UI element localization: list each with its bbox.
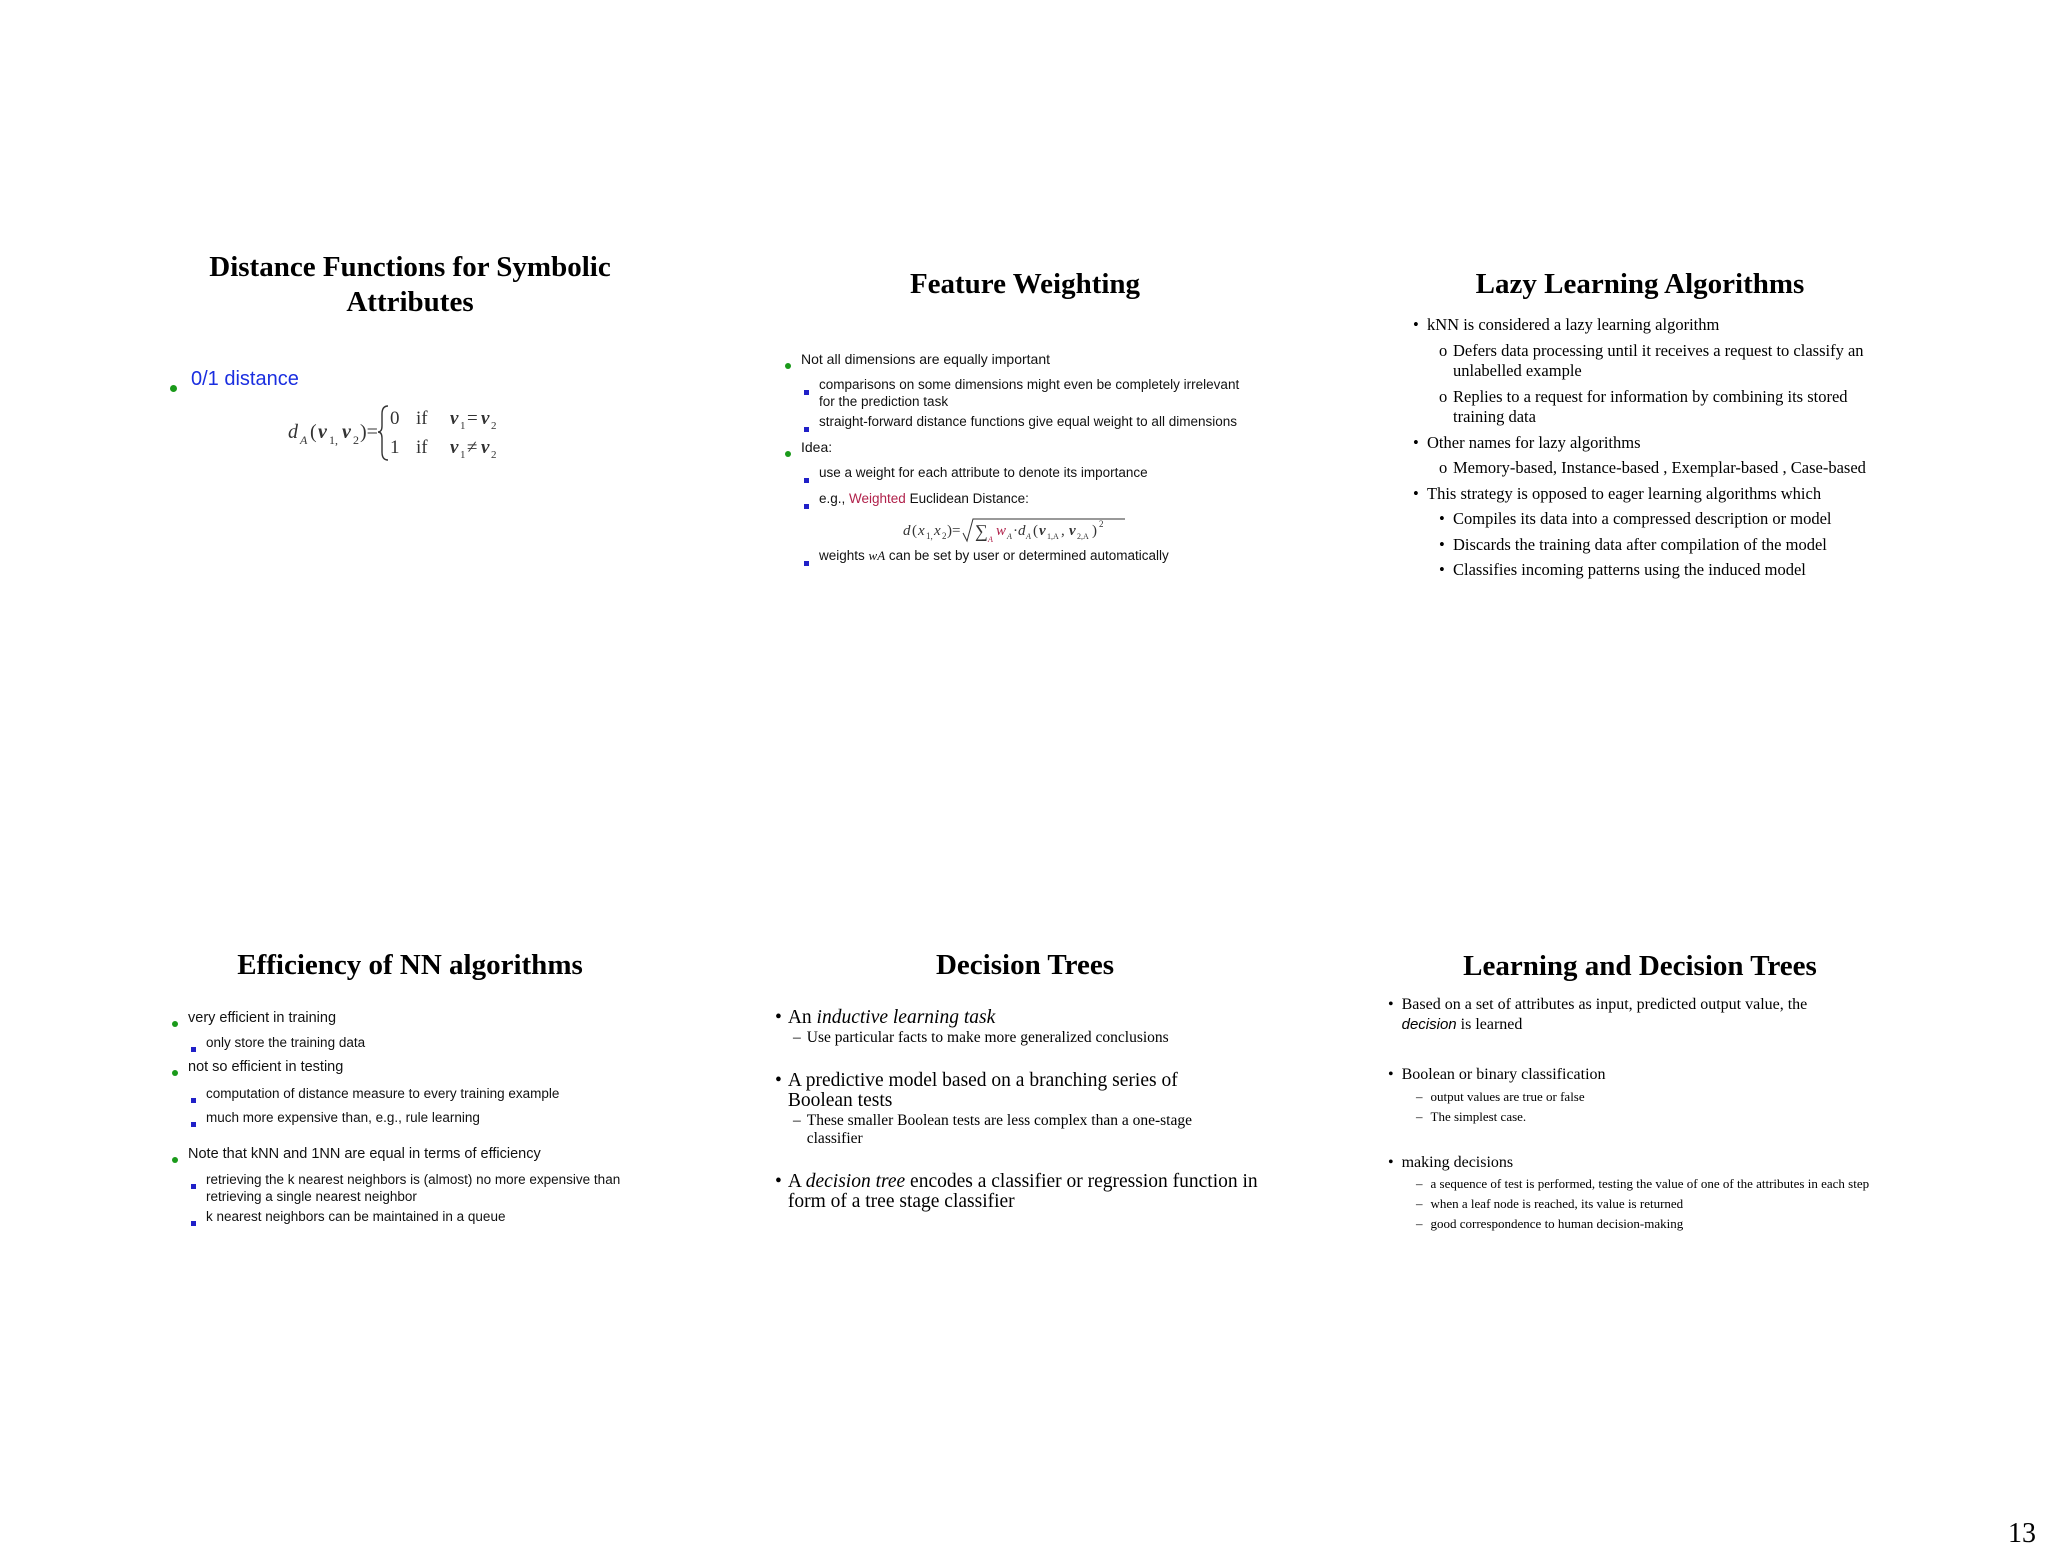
- svg-text:v: v: [450, 408, 459, 429]
- svg-text:(: (: [310, 421, 317, 443]
- bullet-text: very efficient in training: [188, 1010, 337, 1026]
- sub-bullet-item: – The simplest case.: [1416, 1109, 1527, 1124]
- bullet-text: much more expensive than, e.g., rule learning: [206, 1110, 480, 1125]
- bullet-text: Replies to a request for information by combining its stored training data: [1453, 386, 1848, 426]
- sub-bullet-item: [804, 376, 1245, 410]
- bullet-marker: o: [1439, 340, 1448, 360]
- svg-text:A: A: [300, 433, 308, 447]
- bullet-item: • making decisions: [1388, 1154, 1514, 1171]
- sub-bullet-item: [1439, 509, 1883, 530]
- slide-efficiency-nn: [90, 948, 730, 1224]
- bullet-text: good correspondence to human decision-making: [1430, 1216, 1684, 1231]
- sub-bullet-item: [191, 1209, 642, 1229]
- svg-text:v: v: [1069, 523, 1076, 539]
- svg-text:x: x: [918, 523, 925, 539]
- bullet-text: comparisons on some dimensions might even be completely irrelevant for the prediction task: [819, 377, 1240, 409]
- slide-distance-functions: [90, 250, 730, 461]
- bullet-item: • A decision tree encodes a classifier or regression function in form of a tree stage classifier: [775, 1172, 1285, 1212]
- bullet-marker: •: [1439, 534, 1445, 554]
- svg-text:2: 2: [942, 531, 947, 541]
- svg-text:0: 0: [390, 408, 400, 429]
- slide-decision-trees: [705, 948, 1345, 1212]
- svg-text:A: A: [988, 535, 993, 544]
- bullet-text: Defers data processing until it receives a request to classify an unlabelled example: [1453, 340, 1864, 380]
- slide-body: [172, 1010, 642, 1229]
- bullet-item: [785, 351, 1245, 372]
- formula-svg: [903, 515, 1143, 547]
- sub-bullet-item: – a sequence of test is performed, testing the value of one of the attributes in each step: [1416, 1176, 1870, 1191]
- bullet-text: making decisions: [1401, 1154, 1514, 1171]
- svg-text:(: (: [912, 523, 917, 539]
- svg-text:v: v: [481, 408, 490, 429]
- bullet-item: [172, 1010, 642, 1031]
- sub-bullet-item: [191, 1086, 642, 1106]
- svg-text:2: 2: [1099, 519, 1104, 529]
- bullet-item: • Boolean or binary classification: [1388, 1066, 1606, 1083]
- bullet-dot-icon: [170, 385, 177, 392]
- bullet-item: [170, 368, 299, 398]
- bullet-text: e.g., Weighted Euclidean Distance:: [819, 491, 1029, 506]
- sub-bullet-item: [191, 1035, 642, 1055]
- slide-title: Lazy Learning Algorithms: [1475, 268, 1805, 300]
- page-number: 13: [2008, 1518, 2036, 1549]
- square-bullet-icon: [191, 1221, 196, 1226]
- sub-bullet-item: [804, 413, 1245, 436]
- svg-text:v: v: [1039, 523, 1046, 539]
- bullet-item: • An inductive learning task: [775, 1007, 996, 1028]
- square-bullet-icon: [804, 390, 809, 395]
- slide-title: Learning and Decision Trees: [1463, 950, 1817, 982]
- bullet-text: a sequence of test is performed, testing the value of one of the attributes in each step: [1430, 1176, 1870, 1191]
- bullet-text: Memory-based, Instance-based , Exemplar-based , Case-based: [1453, 458, 1866, 477]
- bullet-item: [1413, 484, 1883, 505]
- bullet-text: retrieving the k nearest neighbors is (almost) no more expensive than retrieving a single nearest neighbor: [206, 1172, 621, 1204]
- bullet-text: A decision tree encodes a classifier or regression function in form of a tree stage classifier: [787, 1171, 1258, 1212]
- bullet-text: output values are true or false: [1430, 1089, 1585, 1104]
- sub-bullet-item: [191, 1171, 642, 1205]
- square-bullet-icon: [804, 561, 809, 566]
- sub-bullet-item: [1439, 535, 1883, 556]
- bullet-marker: •: [1439, 509, 1445, 528]
- bullet-text: Based on a set of attributes as input, predicted output value, the decision is learned: [1401, 996, 1808, 1033]
- svg-text:)=: )=: [360, 421, 378, 443]
- bullet-text: The simplest case.: [1430, 1109, 1527, 1124]
- svg-text:2: 2: [491, 420, 497, 432]
- svg-text:): ): [1092, 523, 1097, 539]
- bullet-text: straight-forward distance functions give equal weight to all dimensions: [819, 414, 1237, 429]
- title-line-1: Distance Functions for Symbolic: [209, 251, 611, 283]
- bullet-item: [785, 439, 1245, 460]
- svg-text:≠: ≠: [467, 437, 478, 458]
- square-bullet-icon: [804, 427, 809, 432]
- slide-learning-decision-trees: [1320, 949, 1960, 1231]
- svg-text:2,A: 2,A: [1077, 532, 1089, 541]
- bullet-text: Boolean or binary classification: [1401, 1066, 1606, 1083]
- svg-text:,: ,: [1061, 523, 1065, 539]
- bullet-text: k nearest neighbors can be maintained in a queue: [206, 1209, 506, 1224]
- bullet-dot-icon: [172, 1070, 178, 1076]
- square-bullet-icon: [191, 1184, 196, 1189]
- svg-text:1,: 1,: [926, 531, 933, 541]
- sub-bullet-item: [804, 547, 1245, 570]
- svg-text:1,: 1,: [329, 433, 338, 447]
- bullet-text: kNN is considered a lazy learning algorithm: [1427, 315, 1720, 334]
- bullet-item: [1413, 433, 1883, 454]
- svg-text:d: d: [903, 523, 911, 539]
- bullet-text: An inductive learning task: [787, 1007, 996, 1028]
- svg-text:·: ·: [1013, 523, 1018, 539]
- sub-bullet-item: – output values are true or false: [1416, 1089, 1585, 1104]
- svg-text:v: v: [342, 421, 351, 443]
- svg-text:A: A: [1026, 532, 1031, 541]
- slide-title: Efficiency of NN algorithms: [237, 949, 583, 981]
- svg-text:(: (: [1033, 523, 1038, 539]
- slide-body: [785, 351, 1245, 570]
- bullet-item: [172, 1146, 642, 1167]
- slide-title: [90, 250, 730, 320]
- sub-bullet-item: [1439, 387, 1883, 428]
- highlight-weighted: Weighted: [849, 491, 906, 506]
- bullet-marker: •: [1413, 315, 1419, 334]
- formula-svg: [288, 398, 628, 464]
- svg-text:A: A: [1007, 532, 1012, 541]
- bullet-dot-icon: [785, 451, 791, 457]
- square-bullet-icon: [804, 504, 809, 509]
- svg-text:1,A: 1,A: [1047, 532, 1059, 541]
- svg-text:w: w: [996, 523, 1007, 539]
- slide-body: [775, 1008, 1285, 1212]
- bullet-marker: o: [1439, 458, 1448, 477]
- square-bullet-icon: [191, 1047, 196, 1052]
- bullet-text: Compiles its data into a compressed description or model: [1453, 509, 1832, 528]
- svg-text:d: d: [1018, 523, 1026, 539]
- bullet-text: Not all dimensions are equally important: [801, 351, 1051, 367]
- bullet-text: Idea:: [801, 439, 833, 455]
- bullet-item: [172, 1059, 642, 1080]
- sub-bullet-item: – good correspondence to human decision-making: [1416, 1216, 1684, 1231]
- bullet-item: • Based on a set of attributes as input, predicted output value, the decision is learned: [1388, 996, 1808, 1033]
- svg-text:if: if: [416, 437, 428, 458]
- bullet-text: This strategy is opposed to eager learning algorithms which: [1427, 483, 1822, 503]
- svg-text:)=: )=: [947, 523, 961, 539]
- svg-text:=: =: [467, 408, 478, 429]
- bullet-text: when a leaf node is reached, its value is returned: [1430, 1196, 1684, 1211]
- emphasis-text: decision: [1401, 1016, 1457, 1033]
- bullet-text: only store the training data: [206, 1035, 366, 1050]
- slide-lazy-learning: [1320, 267, 1960, 579]
- bullet-dot-icon: [172, 1021, 178, 1027]
- sub-bullet-item: – when a leaf node is reached, its value is returned: [1416, 1196, 1684, 1211]
- bullet-text: These smaller Boolean tests are less complex than a one-stage classifier: [806, 1112, 1192, 1147]
- svg-text:1: 1: [460, 420, 466, 432]
- sub-bullet-item: [1439, 560, 1883, 581]
- slide-title: Feature Weighting: [909, 268, 1141, 300]
- sub-bullet-item: – These smaller Boolean tests are less complex than a one-stage classifier: [793, 1112, 1273, 1148]
- square-bullet-icon: [191, 1122, 196, 1127]
- bullet-item: [1413, 315, 1883, 336]
- title-line-2: Attributes: [346, 286, 474, 318]
- svg-text:1: 1: [390, 437, 400, 458]
- bullet-text: use a weight for each attribute to denote its importance: [819, 465, 1148, 480]
- bullet-text: A predictive model based on a branching series of Boolean tests: [787, 1070, 1178, 1111]
- bullet-text: not so efficient in testing: [188, 1059, 344, 1075]
- sub-bullet-item: [804, 464, 1245, 487]
- sub-bullet-item: – Use particular facts to make more generalized conclusions: [793, 1029, 1169, 1046]
- svg-text:d: d: [288, 421, 298, 443]
- svg-text:v: v: [318, 421, 327, 443]
- bullet-text: Discards the training data after compilation of the model: [1453, 534, 1827, 554]
- bullet-text: Other names for lazy algorithms: [1427, 432, 1641, 452]
- svg-text:v: v: [481, 437, 490, 458]
- bullet-item: • A predictive model based on a branching series of Boolean tests: [775, 1071, 1285, 1111]
- bullet-text: Classifies incoming patterns using the induced model: [1453, 560, 1806, 579]
- bullet-marker: •: [1413, 483, 1419, 503]
- square-bullet-icon: [804, 478, 809, 483]
- slide-body: [1388, 995, 1908, 1232]
- bullet-dot-icon: [785, 363, 791, 369]
- sub-bullet-item: [191, 1110, 642, 1130]
- square-bullet-icon: [191, 1098, 196, 1103]
- svg-text:∑: ∑: [975, 521, 988, 541]
- slide-title: Decision Trees: [935, 949, 1114, 981]
- emphasis-text: inductive learning task: [816, 1007, 996, 1028]
- bullet-dot-icon: [172, 1157, 178, 1163]
- bullet-marker: •: [1413, 432, 1419, 452]
- svg-text:1: 1: [460, 449, 466, 461]
- svg-text:v: v: [450, 437, 459, 458]
- bullet-text: 0/1 distance: [191, 368, 299, 390]
- svg-text:x: x: [934, 523, 941, 539]
- bullet-text: weights wA can be set by user or determined automatically: [819, 548, 1169, 563]
- sub-bullet-item: [804, 490, 1245, 513]
- svg-text:2: 2: [491, 449, 497, 461]
- bullet-text: computation of distance measure to every training example: [206, 1086, 560, 1101]
- svg-text:2: 2: [353, 433, 359, 447]
- svg-text:if: if: [416, 408, 428, 429]
- bullet-marker: o: [1439, 386, 1448, 406]
- emphasis-text: decision tree: [805, 1171, 906, 1192]
- bullet-marker: •: [1439, 560, 1445, 579]
- sub-bullet-item: [1439, 458, 1883, 479]
- bullet-text: Note that kNN and 1NN are equal in terms of efficiency: [188, 1146, 541, 1162]
- bullet-list: [1413, 315, 1883, 586]
- formula-weighted-euclidean: [903, 515, 1245, 547]
- sub-bullet-item: [1439, 341, 1883, 382]
- formula-01-distance: [288, 398, 628, 464]
- weight-variable: wA: [868, 548, 886, 563]
- bullet-text: Use particular facts to make more generalized conclusions: [806, 1029, 1169, 1046]
- slide-feature-weighting: [705, 267, 1345, 563]
